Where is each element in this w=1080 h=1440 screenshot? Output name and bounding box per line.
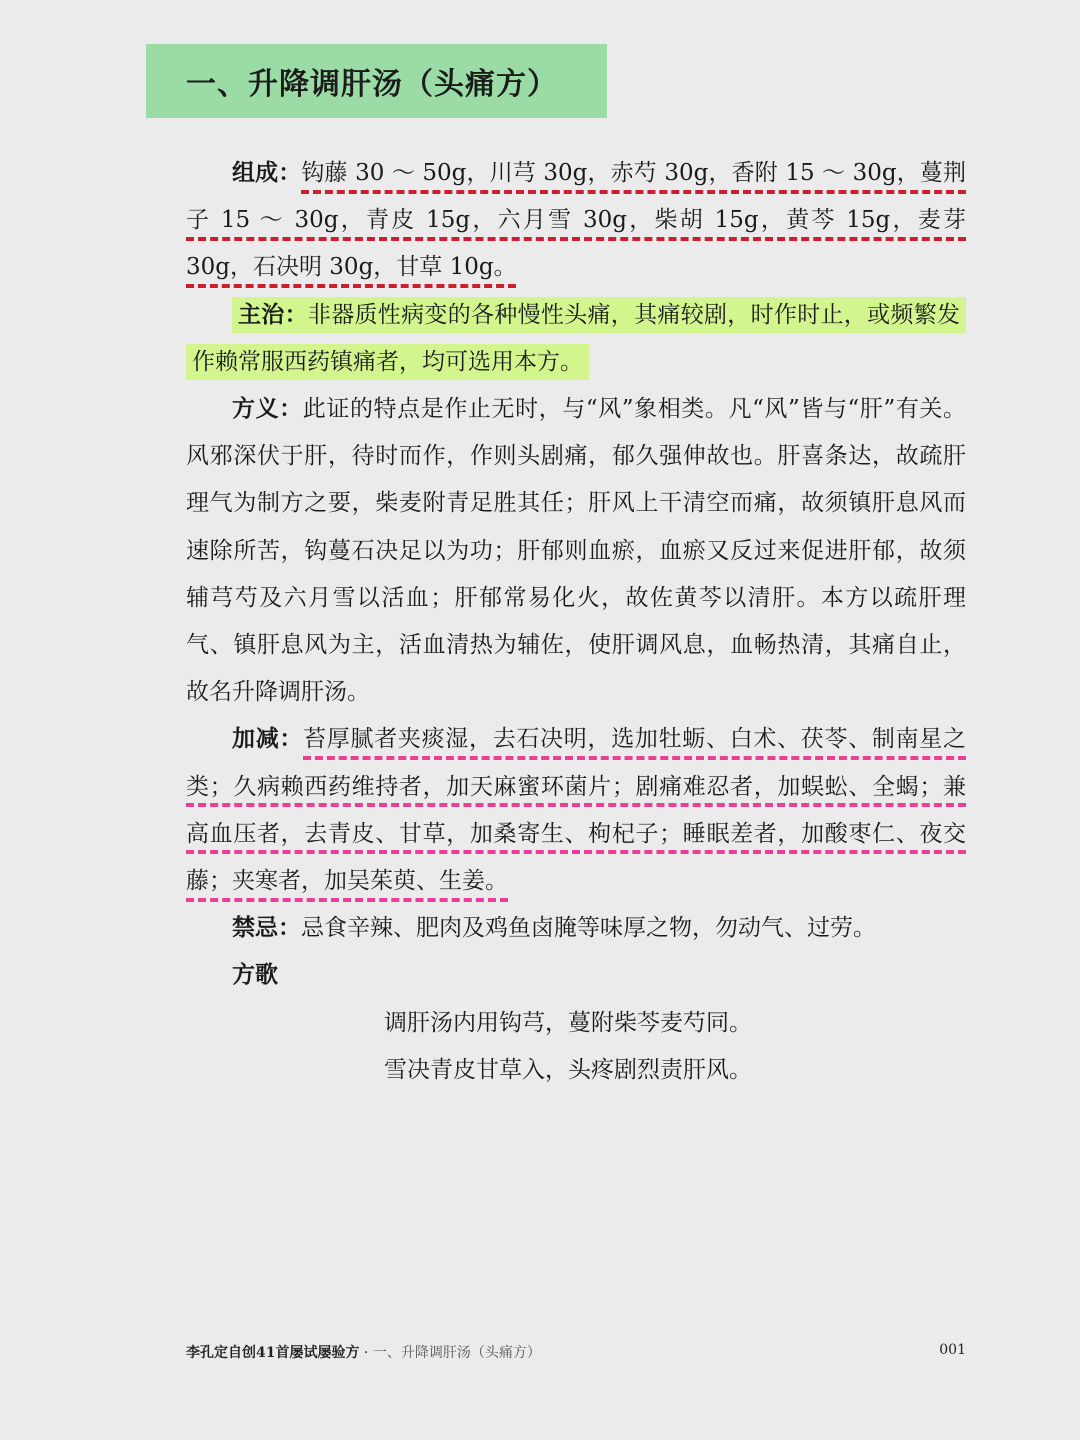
composition-label: 组成： xyxy=(232,160,302,186)
taboo-label: 禁忌： xyxy=(232,915,301,942)
indication-label: 主治： xyxy=(238,301,308,328)
modification-paragraph xyxy=(186,716,966,905)
document-body xyxy=(186,150,966,1094)
song-line-2: 雪决青皮甘草入，头疼剧烈责肝风。 xyxy=(384,1056,752,1083)
footer-separator: · xyxy=(359,1345,373,1361)
taboo-paragraph xyxy=(186,905,966,952)
page-number: 001 xyxy=(939,1342,966,1358)
indication-highlight xyxy=(186,297,966,380)
indication-text: 非器质性病变的各种慢性头痛，其痛较剧，时作时止，或频繁发作赖常服西药镇痛者，均可选用本方。 xyxy=(192,301,961,375)
taboo-text: 忌食辛辣、肥肉及鸡鱼卤腌等味厚之物，勿动气、过劳。 xyxy=(301,915,876,942)
footer-chapter-title: 一、升降调肝汤（头痛方） xyxy=(372,1345,541,1361)
page-title: 一、升降调肝汤（头痛方） xyxy=(186,67,558,102)
meaning-paragraph xyxy=(186,386,966,716)
page-footer xyxy=(186,1342,966,1362)
title-banner xyxy=(146,44,607,118)
modification-text: 苔厚腻者夹痰湿，去石决明，选加牡蛎、白术、茯苓、制南星之类；久病赖西药维持者，加天麻蜜环菌片；剧痛难忍者，加蜈蚣、全蝎；兼高血压者，去青皮、甘草，加桑寄生、枸杞子；睡眠差者，加酸枣仁、夜交藤；夹寒者，加吴茱萸、生姜。 xyxy=(186,726,967,895)
indication-paragraph xyxy=(186,292,966,386)
meaning-label: 方义： xyxy=(232,396,303,423)
modification-label: 加减： xyxy=(232,726,304,753)
song-line-1: 调肝汤内用钩芎，蔓附柴芩麦芍同。 xyxy=(384,1009,752,1036)
meaning-text: 此证的特点是作止无时，与“风”象相类。凡“风”皆与“肝”有关。风邪深伏于肝，待时而作，作则头剧痛，郁久强伸故也。肝喜条达，故疏肝理气为制方之要，柴麦附青足胜其任；肝风上干清空而痛，故须镇肝息风而速除所苦，钩蔓石决足以为功；肝郁则血瘀，血瘀又反过来促进肝郁，故须辅芎芍及六月雪以活血；肝郁常易化火，故佐黄芩以清肝。本方以疏肝理气、镇肝息风为主，活血清热为辅佐，使肝调风息，血畅热清，其痛自止，故名升降调肝汤。 xyxy=(186,396,967,706)
composition-paragraph xyxy=(186,150,966,292)
song-heading xyxy=(186,952,966,999)
footer-running-head xyxy=(186,1342,541,1362)
composition-text: 钩藤 30 ～ 50g，川芎 30g，赤芍 30g，香附 15 ～ 30g，蔓荆子 15 ～ 30g，青皮 15g，六月雪 30g，柴胡 15g，黄芩 15g，麦芽 30g，石决明 30g，甘草 10g。 xyxy=(186,160,967,281)
song-label: 方歌 xyxy=(232,962,278,989)
footer-book-title: 李孔定自创41首屡试屡验方 xyxy=(186,1345,360,1361)
